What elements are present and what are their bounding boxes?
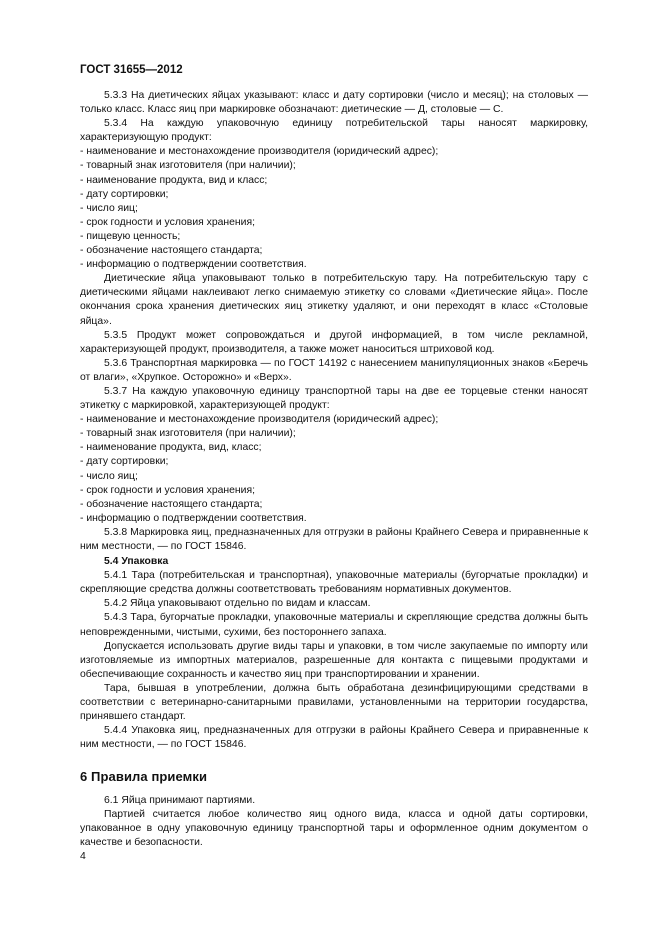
list-item: - число яиц; [80, 470, 138, 482]
dietary-eggs-paragraph: Диетические яйца упаковывают только в потребительскую тару. На потребительскую тару с диетическими яйцами наклеивают легко снимаемую этикетку со словами «Диетические яйца». После окончания срока хранения диетических яиц этикетку удаляют, и они переходят в класс «Столовые яйца». [80, 273, 588, 327]
standard-header: ГОСТ 31655—2012 [80, 64, 183, 76]
clause-5-3-4: 5.3.4 На каждую упаковочную единицу потребительской тары наносят маркировку, характеризующую продукт: [80, 118, 588, 144]
list-item: - пищевую ценность; [80, 230, 181, 242]
list-item: - информацию о подтверждении соответствия. [80, 512, 307, 524]
list-item: - наименование продукта, вид, класс; [80, 442, 262, 454]
used-containers-paragraph: Тара, бывшая в употреблении, должна быть обработана дезинфицирующими средствами в соответствии с ветеринарно-санитарными правилами, установленными на территории государства, принявшего стандарт. [80, 682, 588, 723]
clause-5-4-2: 5.4.2 Яйца упаковывают отдельно по видам и классам. [104, 598, 371, 610]
clause-5-3-6: 5.3.6 Транспортная маркировка — по ГОСТ 14192 с нанесением манипуляционных знаков «Беречь от влаги», «Хрупкое. Осторожно» и «Верх». [80, 357, 588, 383]
batch-definition-paragraph: Партией считается любое количество яиц одного вида, класса и одной даты сортировки, упакованное в одну упаковочную единицу транспортной тары и оформленное одним документом о качестве и безопасности. [80, 808, 588, 848]
clause-5-3-3: 5.3.3 На диетических яйцах указывают: класс и дату сортировки (число и месяц); на столовых — только класс. Класс яиц при маркировке обозначают: диетические — Д, столовые — С. [80, 90, 588, 116]
list-item: - товарный знак изготовителя (при наличии); [80, 428, 296, 440]
consumer-label-list [80, 145, 588, 272]
list-item: - дату сортировки; [80, 188, 169, 200]
subsection-heading-5-4: 5.4 Упаковка [104, 556, 169, 568]
list-item: - информацию о подтверждении соответствия. [80, 259, 307, 271]
clause-5-3-7: 5.3.7 На каждую упаковочную единицу транспортной тары на две ее торцевые стенки наносят этикетку с маркировкой, характеризующей продукт: [80, 385, 588, 412]
list-item: - товарный знак изготовителя (при наличии); [80, 160, 296, 172]
list-item: - обозначение настоящего стандарта; [80, 245, 263, 257]
document-body [80, 89, 588, 850]
list-item: - срок годности и условия хранения; [80, 484, 255, 496]
list-item: - срок годности и условия хранения; [80, 216, 255, 228]
list-item: - наименование и местонахождение производителя (юридический адрес); [80, 414, 439, 426]
list-item: - наименование продукта, вид и класс; [80, 174, 268, 186]
list-item: - дату сортировки; [80, 456, 169, 468]
clause-5-4-1: 5.4.1 Тара (потребительская и транспортная), упаковочные материалы (бугорчатые прокладки) и скрепляющие средства должны соответствовать требованиям нормативных документов. [80, 570, 588, 596]
clause-5-3-5: 5.3.5 Продукт может сопровождаться и другой информацией, в том числе рекламной, характеризующей продукт, производителя, а также может наноситься штриховой код. [80, 329, 588, 355]
clause-6-1: 6.1 Яйца принимают партиями. [104, 794, 256, 806]
transport-label-list [80, 413, 588, 526]
list-item: - число яиц; [80, 202, 138, 214]
clause-5-4-4: 5.4.4 Упаковка яиц, предназначенных для отгрузки в районы Крайнего Севера и приравненные к ним местности, — по ГОСТ 15846. [80, 725, 588, 751]
section-heading-6: 6 Правила приемки [80, 769, 208, 785]
list-item: - наименование и местонахождение производителя (юридический адрес); [80, 146, 439, 158]
clause-5-4-3: 5.4.3 Тара, бугорчатые прокладки, упаковочные материалы и скрепляющие средства должны быть неповрежденными, чистыми, сухими, без постороннего запаха. [80, 612, 588, 638]
list-item: - обозначение настоящего стандарта; [80, 498, 263, 510]
allowed-packaging-paragraph: Допускается использовать другие виды тары и упаковки, в том числе закупаемые по импорту или изготовляемые из импортных материалов, разрешенные для контакта с пищевыми продуктами и обеспечивающие сохранность и качество яиц при транспортировании и хранении. [80, 640, 588, 680]
clause-5-3-8: 5.3.8 Маркировка яиц, предназначенных для отгрузки в районы Крайнего Севера и приравненные к ним местности, — по ГОСТ 15846. [80, 526, 588, 552]
page-number: 4 [80, 851, 86, 862]
